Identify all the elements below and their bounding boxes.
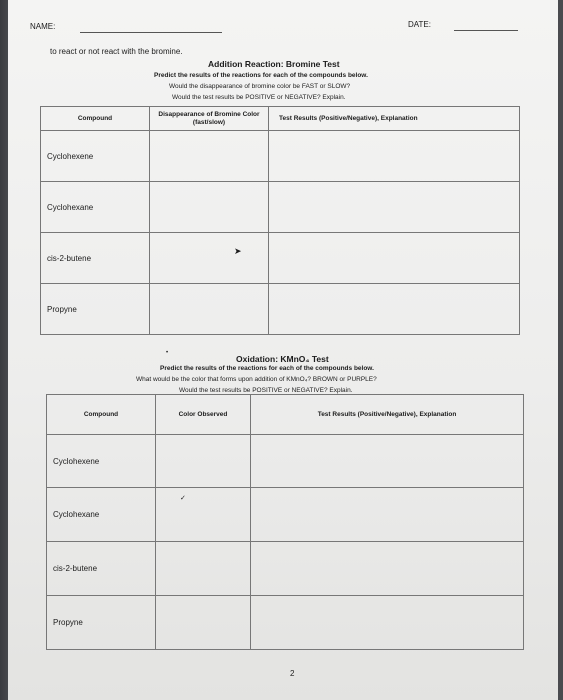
table-row [41,182,520,233]
compound-label: Propyne [41,284,150,335]
color-answer-cell[interactable] [156,596,251,650]
table-row [47,596,524,650]
bromine-answer-cell[interactable] [150,233,269,284]
pen-mark: ✓ [180,495,186,502]
kmno4-section-title: Oxidation: KMnO₄ Test [236,354,329,364]
column-header-color-observed: Color Observed [156,395,251,435]
name-label: NAME: [30,22,56,31]
name-field-line[interactable] [80,32,222,33]
date-field-line[interactable] [454,30,518,31]
worksheet-page [8,0,558,700]
bromine-results-table [40,106,520,335]
table-row [41,131,520,182]
pen-mark: • [166,350,169,356]
column-header-test-results: Test Results (Positive/Negative), Explanation [251,395,524,435]
intro-text: to react or not react with the bromine. [50,47,183,56]
bromine-instruction-1: Predict the results of the reactions for each of the compounds below. [154,72,368,79]
bromine-section-title: Addition Reaction: Bromine Test [208,59,340,69]
column-header-compound: Compound [41,107,150,131]
table-header-row [47,395,524,435]
kmno4-results-table [46,394,524,650]
explanation-answer-cell[interactable] [269,233,520,284]
kmno4-instruction-1: Predict the results of the reactions for each of the compounds below. [160,365,374,372]
compound-label: cis-2-butene [41,233,150,284]
kmno4-instruction-2: What would be the color that forms upon addition of KMnO₄? BROWN or PURPLE? [136,376,377,383]
column-header-test-results: Test Results (Positive/Negative), Explanation [269,107,520,131]
table-header-row [41,107,520,131]
compound-label: Cyclohexene [41,131,150,182]
explanation-answer-cell[interactable] [251,435,524,488]
bromine-instruction-3: Would the test results be POSITIVE or NEGATIVE? Explain. [172,94,346,101]
color-answer-cell[interactable] [156,488,251,542]
explanation-answer-cell[interactable] [269,182,520,233]
compound-label: Cyclohexene [47,435,156,488]
compound-label: Cyclohexane [47,488,156,542]
color-answer-cell[interactable] [156,435,251,488]
bromine-answer-cell[interactable] [150,284,269,335]
page-number: 2 [290,669,295,678]
color-answer-cell[interactable] [156,542,251,596]
table-row [47,435,524,488]
compound-label: Propyne [47,596,156,650]
table-row [47,488,524,542]
kmno4-instruction-3: Would the test results be POSITIVE or NEGATIVE? Explain. [179,387,353,394]
table-row [47,542,524,596]
explanation-answer-cell[interactable] [269,284,520,335]
explanation-answer-cell[interactable] [251,596,524,650]
explanation-answer-cell[interactable] [269,131,520,182]
bromine-answer-cell[interactable] [150,131,269,182]
bromine-instruction-2: Would the disappearance of bromine color be FAST or SLOW? [169,83,351,90]
compound-label: cis-2-butene [47,542,156,596]
bromine-answer-cell[interactable] [150,182,269,233]
pen-mark: ➤ [234,246,242,256]
column-header-bromine-disappearance: Disappearance of Bromine Color (fast/slow) [150,107,269,131]
explanation-answer-cell[interactable] [251,542,524,596]
column-header-compound: Compound [47,395,156,435]
compound-label: Cyclohexane [41,182,150,233]
explanation-answer-cell[interactable] [251,488,524,542]
date-label: DATE: [408,20,431,29]
table-row [41,233,520,284]
table-row [41,284,520,335]
